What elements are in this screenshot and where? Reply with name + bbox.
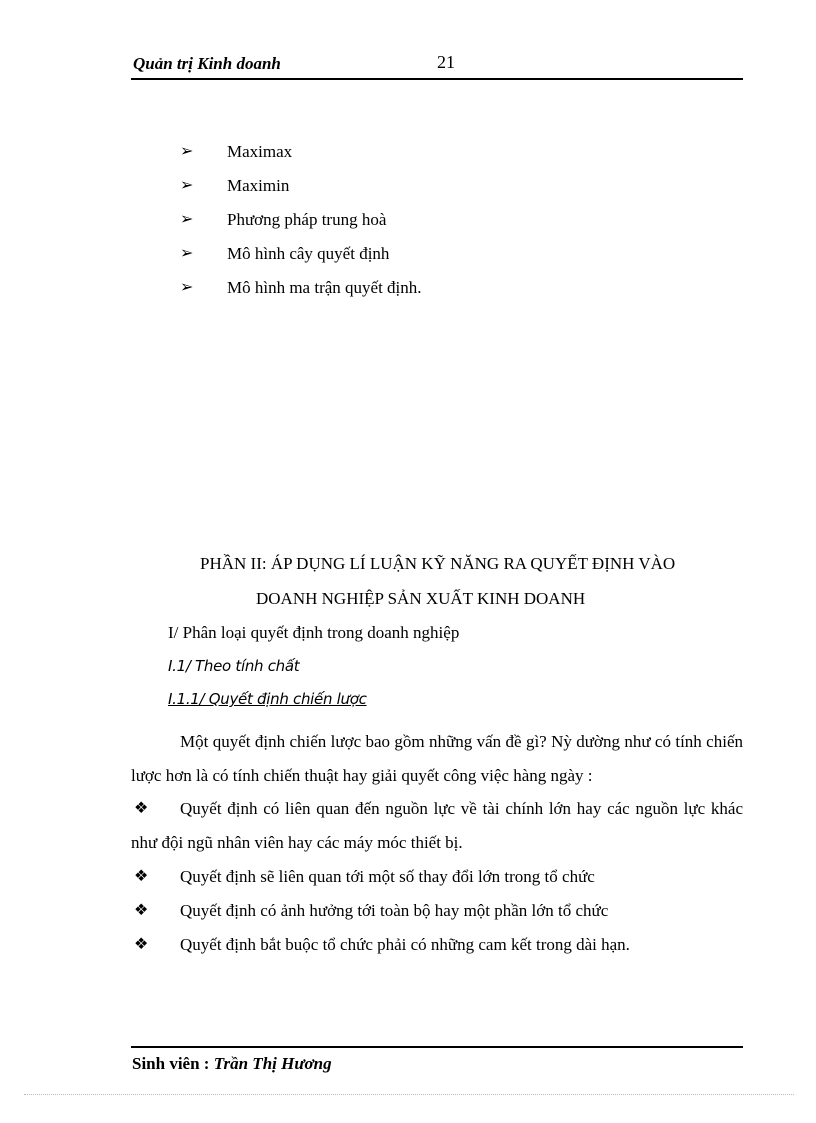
list-item-text: Quyết định có liên quan đến nguồn lực về tài chính lớn hay các nguồn lực khác như đội ngũ nhân viên hay các máy móc thiết bị.	[131, 799, 743, 852]
list-item-text: Maximax	[227, 142, 293, 161]
list-item	[131, 792, 743, 860]
header-title: Quản trị Kinh doanh	[133, 54, 281, 73]
list-item-text: Phương pháp trung hoà	[227, 210, 387, 229]
list-item-text: Mô hình cây quyết định	[227, 244, 390, 263]
list-item-text: Quyết định bắt buộc tổ chức phải có những cam kết trong dài hạn.	[180, 935, 630, 954]
arrow-bullet-icon: ➢	[180, 279, 194, 296]
page-bottom-divider	[24, 1094, 794, 1095]
list-item	[131, 860, 743, 894]
arrow-bullet-icon: ➢	[180, 245, 194, 262]
diamond-bullet-icon: ❖	[134, 868, 149, 885]
list-item-text: Quyết định có ảnh hưởng tới toàn bộ hay một phần lớn tổ chức	[180, 901, 609, 920]
diamond-bullet-icon: ❖	[134, 902, 149, 919]
section-title-line1: PHẦN II: ÁP DỤNG LÍ LUẬN KỸ NĂNG RA QUYẾT ĐỊNH VÀO	[200, 554, 676, 573]
diamond-bullet-icon: ❖	[134, 800, 149, 817]
page-footer	[131, 1046, 743, 1078]
section-title-line2: DOANH NGHIỆP SẢN XUẤT KINH DOANH	[256, 589, 586, 608]
heading-level2: I.1/ Theo tính chất	[168, 657, 300, 675]
arrow-bullet-icon: ➢	[180, 177, 194, 194]
footer-label: Sinh viên :	[132, 1054, 214, 1073]
list-item-text: Maximin	[227, 176, 290, 195]
arrow-bullet-icon: ➢	[180, 211, 194, 228]
diamond-bullet-icon: ❖	[134, 936, 149, 953]
decision-points-list	[131, 792, 743, 962]
list-item-text: Mô hình ma trận quyết định.	[227, 278, 422, 297]
page-header	[131, 52, 743, 80]
page-number: 21	[437, 52, 455, 72]
student-name: Trần Thị Hương	[213, 1054, 332, 1073]
footer-text	[132, 1054, 332, 1074]
heading-level3: I.1.1/ Quyết định chiến lược	[168, 690, 367, 708]
arrow-bullet-icon: ➢	[180, 143, 194, 160]
list-item-text: Quyết định sẽ liên quan tới một số thay đổi lớn trong tổ chức	[180, 867, 595, 886]
body-paragraph: Một quyết định chiến lược bao gồm những vấn đề gì? Nỳ dường như có tính chiến lược hơn là có tính chiến thuật hay giải quyết công việc hàng ngày :	[131, 732, 743, 785]
list-item	[131, 928, 743, 962]
heading-level1: I/ Phân loại quyết định trong doanh nghiệp	[168, 623, 460, 642]
list-item	[131, 894, 743, 928]
